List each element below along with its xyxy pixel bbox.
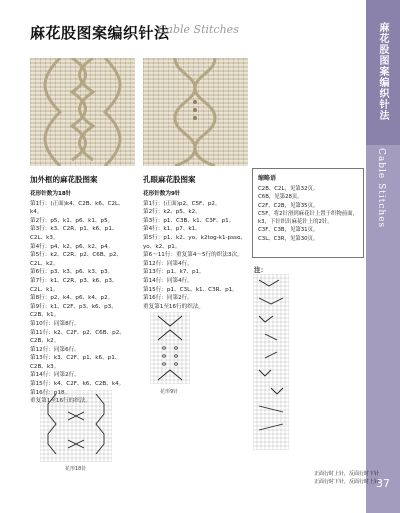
instruction-row: C2B、k1。 [30, 312, 60, 319]
left-stitch-chart [40, 390, 112, 462]
legend-line-1: 正面行时上针，反面行时下针 [314, 471, 380, 477]
abbreviation-line: C2B、C2L，见第32页。 [258, 186, 319, 192]
instruction-row: 第2行：k2、p5、k2。 [143, 209, 201, 216]
legend-line-2: 正面行时下针，反面行时上针 [314, 479, 380, 485]
instruction-row: 第12行：同第6行。 [30, 346, 80, 353]
instruction-row: 第15行：p1、C3L、k1、C3R、p1。 [143, 286, 238, 293]
side-tab-title: 麻花股图案编织针法 [377, 22, 388, 121]
key-stitch-chart [253, 274, 289, 450]
instruction-row: 第12行：同第4行。 [143, 260, 193, 267]
legend-label: 注： [254, 266, 267, 274]
right-instructions [143, 190, 251, 311]
instruction-row: 第8行：p2、k4、p6、k4、p2。 [30, 295, 114, 302]
instruction-row: 第3行：k3、C2R、p1、k6、p1、 [30, 226, 118, 233]
instruction-row: 第13行：k3、C2F、p1、k6、p1、 [30, 355, 121, 362]
instruction-row: 第4行：k1、p7、k1。 [143, 226, 201, 233]
instruction-row: 第10行：同第8行。 [30, 320, 80, 327]
instruction-row: 第13行：p1、k7、p1。 [143, 269, 205, 276]
instruction-row: yo、k2、p1。 [143, 243, 181, 250]
instruction-row: 第4行：p4、k2、p6、k2、p4。 [30, 243, 114, 250]
abbreviation-line: C3F、C3B，见第31页。 [258, 227, 319, 234]
side-tab [366, 0, 400, 513]
instruction-row: 重复第1至16行的织法。 [143, 303, 205, 310]
page-title: 麻花股图案编织针法 [30, 24, 170, 42]
left-instructions [30, 190, 140, 406]
left-chart-caption: 花形18针 [65, 466, 87, 472]
left-caption: 加外框的麻花股图案 [30, 175, 98, 184]
abbreviations-box [252, 168, 364, 258]
instruction-row: C2L、k3。 [30, 234, 59, 241]
instruction-row: 第16行：同第2行。 [143, 295, 193, 302]
right-caption: 孔眼麻花股图案 [143, 175, 196, 184]
abbreviations-list [258, 185, 358, 243]
abbreviation-line: C3L、C3R，见第30页。 [258, 235, 319, 242]
instruction-row: C2L、k2。 [30, 260, 59, 267]
instruction-row: 第9行：k1、C2F、p3、k6、p3、 [30, 303, 117, 310]
abbreviation-line: C2F、C2B，见第35页。 [258, 202, 319, 209]
instruction-row: 第5行：k2、C2R、p2、C6B、p2、 [30, 252, 122, 259]
instruction-row: 第3行：p1、C3B、k1、C3F、p1。 [143, 217, 235, 224]
instruction-row: 重复第1至16行的织法。 [30, 398, 92, 405]
instruction-row: 第14行：同第2行。 [30, 372, 80, 379]
abbreviation-line: C6B，见第28页。 [258, 194, 303, 201]
instruction-row: 第16行：p18。 [30, 389, 71, 396]
instruction-row: 第14行：同第4行。 [143, 277, 193, 284]
right-chart-caption: 花形9针 [160, 389, 179, 395]
cable-swatch-photo-eyelet [143, 58, 248, 166]
left-row-list [30, 200, 140, 406]
cable-swatch-photo-framed [30, 58, 135, 166]
instruction-row: 第11行：k2、C2F、p2、C6B、p2、 [30, 329, 125, 336]
instruction-row: C2L、k1。 [30, 286, 59, 293]
abbreviation-line: C5F，将2针滑到麻花针上置于织物前面，k3，下针织出麻花针上的2针。 [258, 210, 358, 226]
instruction-row: 第1行：(正面)k4、C2B、k6、C2L、 [30, 200, 124, 207]
legend [314, 470, 379, 486]
instruction-row: 第6～11行：重复第4～5行的织法3次。 [143, 252, 243, 259]
instruction-row: 第7行：k1、C2R、p3、k6、p3、 [30, 277, 118, 284]
instruction-row: C2B、k2。 [30, 338, 60, 345]
right-row-list [143, 200, 251, 312]
instruction-row: C2B、k3。 [30, 363, 60, 370]
right-subtitle: 花形针数为9针 [143, 191, 181, 197]
page-number: 37 [376, 477, 390, 490]
right-stitch-chart [150, 312, 190, 384]
instruction-row: 第6行：p3、k3、p6、k3、p3。 [30, 269, 114, 276]
left-subtitle: 花形针数为18针 [30, 191, 72, 197]
page-subtitle: Cable Stitches [158, 23, 239, 36]
side-tab-subtitle: Cable Stitches [376, 148, 386, 229]
instruction-row: 第2行：p5、k1、p6、k1、p5。 [30, 217, 114, 224]
instruction-row: 第15行：k4、C2F、k6、C2B、k4。 [30, 381, 125, 388]
abbreviations-title: 缩略语 [258, 175, 277, 182]
instruction-row: 第5行：p1、k2、yo、k2tog-k1-psso、 [143, 234, 246, 241]
instruction-row: k4。 [30, 209, 43, 216]
instruction-row: 第1行：(正面)p2、C5F、p2。 [143, 200, 221, 207]
